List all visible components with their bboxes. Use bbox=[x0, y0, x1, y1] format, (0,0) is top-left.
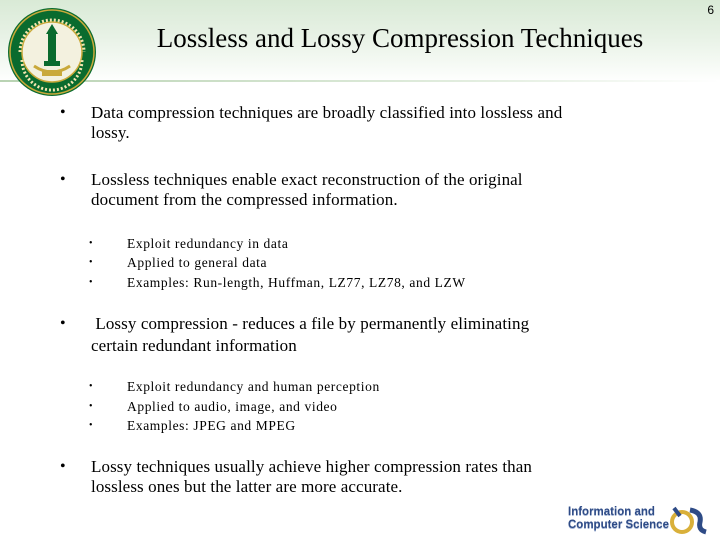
sub-bullet-marker: • bbox=[89, 277, 93, 288]
bullet-marker: • bbox=[60, 458, 66, 475]
sub-item: Exploit redundancy in data bbox=[127, 236, 289, 251]
sub-item: Applied to general data bbox=[127, 255, 268, 270]
slide-title: Lossless and Lossy Compression Techniques bbox=[156, 23, 644, 53]
sub-item: Examples: Run-length, Huffman, LZ77, LZ78, and LZW bbox=[127, 275, 466, 290]
header-divider bbox=[0, 80, 720, 82]
slide-number: 6 bbox=[707, 3, 714, 17]
sub-bullet-marker: • bbox=[89, 381, 93, 392]
bullet-1-line-1: Data compression techniques are broadly classified into lossless and bbox=[91, 103, 563, 122]
bullet-3-line-1: Lossy compression - reduces a file by permanently eliminating bbox=[91, 314, 530, 333]
bullet-marker: • bbox=[60, 171, 66, 188]
sub-bullet-marker: • bbox=[89, 401, 93, 412]
bullet-marker: • bbox=[60, 104, 66, 121]
sub-item: Exploit redundancy and human perception bbox=[127, 379, 380, 394]
footer-logo-line-1: Information and bbox=[568, 506, 655, 518]
sub-item: Examples: JPEG and MPEG bbox=[127, 418, 296, 433]
sub-item: Applied to audio, image, and video bbox=[127, 399, 338, 414]
sub-bullet-marker: • bbox=[89, 257, 93, 268]
bullet-2-line-2: document from the compressed information. bbox=[91, 190, 398, 209]
bullet-1-line-2: lossy. bbox=[91, 123, 130, 142]
sub-bullet-marker: • bbox=[89, 420, 93, 431]
footer-logo-line-2: Computer Science bbox=[568, 519, 669, 531]
bullet-2-line-1: Lossless techniques enable exact reconstruction of the original bbox=[91, 170, 523, 189]
bullet-4-line-2: lossless ones but the latter are more accurate. bbox=[91, 477, 403, 496]
bullet-marker: • bbox=[60, 315, 66, 332]
university-seal-icon bbox=[6, 6, 98, 98]
bullet-3-line-2: certain redundant information bbox=[91, 336, 297, 355]
sub-bullet-marker: • bbox=[89, 238, 93, 249]
bullet-4-line-1: Lossy techniques usually achieve higher compression rates than bbox=[91, 457, 532, 476]
footer-logo-text bbox=[568, 506, 688, 532]
